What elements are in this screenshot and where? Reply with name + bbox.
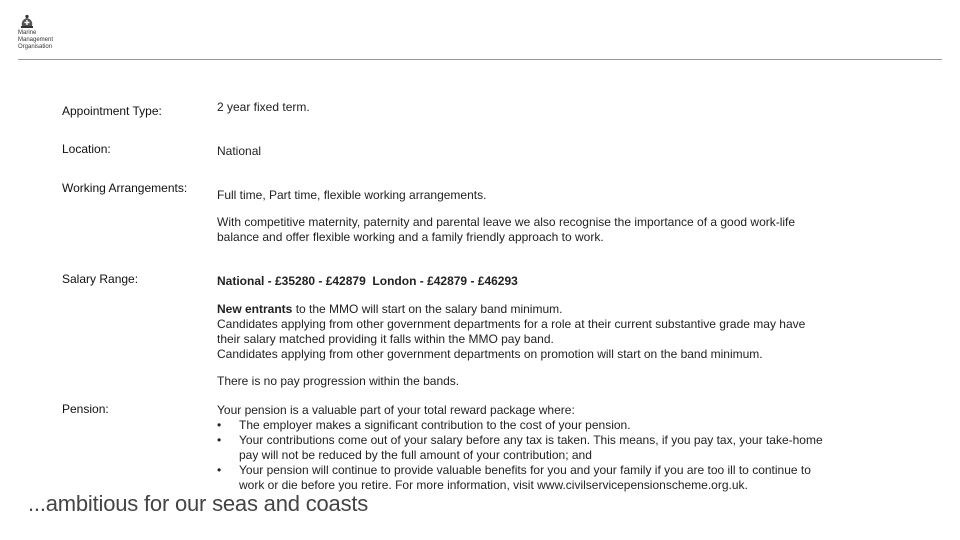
- new-entrants-bold: New entrants: [217, 302, 293, 316]
- bullet-icon: •: [217, 433, 222, 447]
- pension-bullet-text: The employer makes a significant contribution to the cost of your pension.: [239, 418, 631, 432]
- no-pay-progression: There is no pay progression within the bands.: [217, 374, 460, 388]
- leave-paragraph: With competitive maternity, paternity and parental leave we also recognise the importance of a good work-life balance and offer flexible working and a family friendly approach to work.: [217, 215, 796, 244]
- salary-range-label: Salary Range:: [62, 272, 139, 286]
- new-entrants-rest: to the MMO will start on the salary band minimum.: [292, 302, 563, 316]
- pension-bullet-text: Your pension will continue to provide valuable benefits for you and your family if you are too ill to continue to work or die before you retire. For more information, visit www.civilservicepensionscheme.org.uk.: [239, 463, 811, 492]
- logo-line-3: Organisation: [18, 44, 53, 50]
- other-departments-promotion: Candidates applying from other government departments on promotion will start on the band minimum.: [217, 347, 763, 361]
- appointment-type-value: 2 year fixed term.: [217, 100, 310, 114]
- logo-line-2: Management: [18, 37, 54, 43]
- logo-line-1: Marine: [18, 30, 37, 36]
- location-value: National: [217, 144, 262, 158]
- royal-crest-icon: [18, 14, 36, 30]
- pension-bullet-1: [217, 418, 829, 433]
- working-arrangements-label: Working Arrangements:: [62, 181, 188, 195]
- pension-bullet-text: Your contributions come out of your salary before any tax is taken. This means, if you pay tax, your take-home pay will not be reduced by the full amount of your contribution; and: [239, 433, 823, 462]
- salary-range-value: National - £35280 - £42879 London - £42879 - £46293: [217, 274, 518, 288]
- appointment-type-label: Appointment Type:: [62, 104, 162, 118]
- salary-details: [217, 302, 817, 362]
- new-entrants-line: [217, 302, 817, 317]
- location-label: Location:: [62, 142, 111, 156]
- pension-details: [217, 403, 829, 493]
- bullet-icon: •: [217, 463, 222, 477]
- mmo-logo: [18, 14, 78, 51]
- header-divider: [18, 59, 942, 60]
- tagline: ...ambitious for our seas and coasts: [28, 491, 369, 516]
- other-departments-matched: Candidates applying from other government departments for a role at their current substantive grade may have their salary matched providing it falls within the MMO pay band.: [217, 317, 806, 346]
- pension-label: Pension:: [62, 402, 109, 416]
- pension-bullet-2: [217, 433, 829, 463]
- bullet-icon: •: [217, 418, 222, 432]
- working-arrangements-value: Full time, Part time, flexible working arrangements.: [217, 188, 487, 202]
- pension-intro: Your pension is a valuable part of your total reward package where:: [217, 403, 575, 417]
- pension-bullet-3: [217, 463, 829, 493]
